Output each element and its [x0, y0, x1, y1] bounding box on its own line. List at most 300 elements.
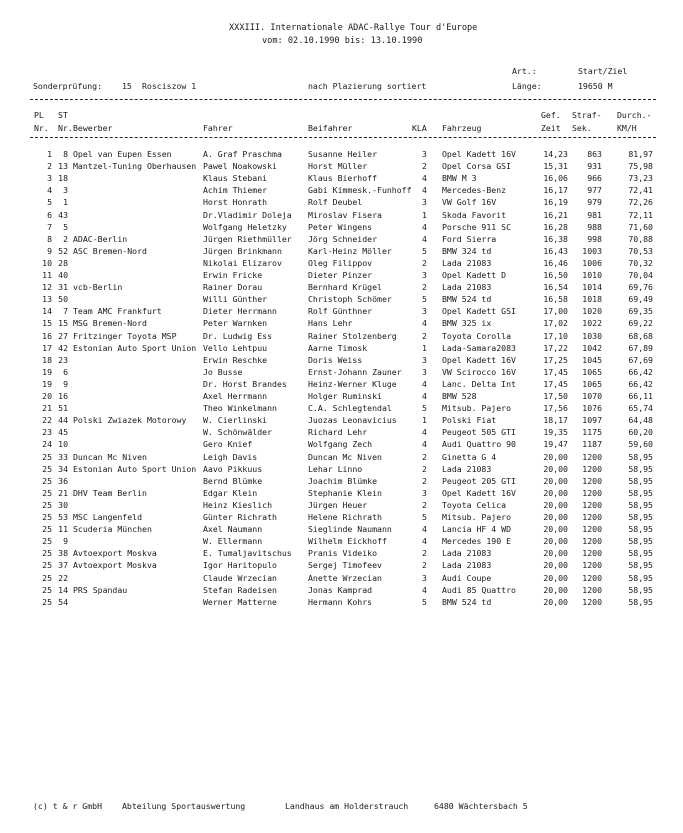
cell-kmh: 65,74 — [628, 403, 653, 414]
cell-sek: 1200 — [582, 572, 602, 583]
cell-fahrer: Peter Warnken — [203, 318, 268, 329]
cell-kla: 4 — [422, 524, 427, 535]
cell-fahrer: Günter Richrath — [203, 512, 277, 522]
cell-pl: 25 — [42, 584, 52, 595]
cell-sek: 1014 — [582, 282, 602, 293]
cell-fahrzeug: Lancia HF 4 WD — [442, 524, 512, 535]
cell-fahrzeug: Opel Kadett 16V — [442, 487, 516, 498]
cell-bewerber: Opel van Eupen Essen — [73, 149, 172, 159]
footer-city: 6480 Wächtersbach 5 — [434, 801, 528, 811]
table-row — [0, 148, 683, 160]
cell-pl: 20 — [42, 391, 52, 401]
cell-sek: 966 — [587, 173, 602, 184]
col-straf-top: Straf- — [572, 110, 602, 120]
cell-fahrer: Igor Haritopulo — [203, 560, 277, 571]
cell-beifahrer: Jörg Schneider — [308, 233, 378, 244]
art-value: Start/Ziel — [578, 66, 628, 76]
cell-zeit: 16,58 — [543, 294, 568, 305]
cell-bewerber: Duncan Mc Niven — [73, 451, 147, 462]
cell-sek: 1200 — [582, 487, 602, 498]
col-fahrer: Fahrer — [203, 123, 233, 133]
cell-kla: 2 — [422, 161, 427, 172]
cell-pl: 25 — [42, 475, 52, 486]
cell-pl: 25 — [42, 536, 52, 547]
cell-st: 51 — [58, 403, 68, 414]
cell-kmh: 69,49 — [628, 294, 653, 305]
cell-st: 11 — [58, 524, 68, 535]
footer-copyright: (c) t & r GmbH — [33, 801, 103, 811]
table-row — [0, 209, 683, 221]
cell-kla: 3 — [422, 306, 427, 317]
table-row — [0, 547, 683, 559]
cell-zeit: 14,23 — [543, 149, 568, 159]
cell-sek: 1200 — [582, 584, 602, 595]
cell-beifahrer: Aarne Timosk — [308, 342, 368, 353]
cell-sek: 1022 — [582, 318, 602, 329]
col-bewerber: Bewerber — [73, 123, 113, 133]
table-row — [0, 402, 683, 414]
cell-kmh: 60,20 — [628, 427, 653, 438]
cell-fahrzeug: Toyota Celica — [442, 499, 507, 510]
col-straf-bottom: Sek. — [572, 123, 592, 133]
cell-pl: 19 — [42, 378, 52, 389]
cell-fahrzeug: Opel Kadett GSI — [442, 306, 516, 317]
cell-sek: 979 — [587, 197, 602, 208]
table-row — [0, 184, 683, 196]
cell-beifahrer: Rolf Deubel — [308, 197, 363, 208]
cell-fahrer: Jo Busse — [203, 366, 243, 377]
cell-beifahrer: C.A. Schlegtendal — [308, 403, 392, 414]
cell-pl: 25 — [42, 596, 52, 607]
cell-fahrer: Aavo Pikkuus — [203, 463, 263, 474]
cell-beifahrer: Oleg Filippov — [308, 257, 373, 268]
cell-kla: 4 — [422, 221, 427, 232]
cell-bewerber: DHV Team Berlin — [73, 487, 147, 498]
cell-beifahrer: Richard Lehr — [308, 427, 368, 438]
cell-beifahrer: Klaus Bierhoff — [308, 173, 378, 184]
cell-fahrzeug: BMW M 3 — [442, 173, 477, 184]
cell-kmh: 58,95 — [628, 524, 653, 535]
table-row — [0, 221, 683, 233]
cell-zeit: 17,50 — [543, 391, 568, 401]
col-durch-top: Durch.- — [617, 110, 652, 120]
cell-kmh: 58,95 — [628, 499, 653, 510]
table-row — [0, 305, 683, 317]
cell-pl: 11 — [42, 270, 52, 280]
length-value: 19650 M — [578, 81, 613, 91]
cell-beifahrer: Dieter Pinzer — [308, 270, 373, 280]
cell-fahrer: W. Schönwälder — [203, 427, 273, 438]
table-row — [0, 499, 683, 511]
cell-kla: 3 — [422, 354, 427, 365]
cell-st: 21 — [58, 487, 68, 498]
cell-beifahrer: Duncan Mc Niven — [308, 451, 382, 462]
table-row — [0, 535, 683, 547]
table-row — [0, 511, 683, 523]
cell-sek: 1200 — [582, 499, 602, 510]
cell-sek: 1030 — [582, 330, 602, 341]
cell-zeit: 17,00 — [543, 306, 568, 317]
cell-kla: 4 — [422, 185, 427, 196]
cell-fahrer: Horst Honrath — [203, 197, 268, 208]
cell-kla: 3 — [422, 487, 427, 498]
cell-fahrer: Nikolai Elizarov — [203, 257, 282, 268]
cell-st: 22 — [58, 572, 68, 583]
table-row — [0, 463, 683, 475]
cell-fahrer: Dieter Herrmann — [203, 306, 277, 317]
cell-fahrzeug: Mitsub. Pajero — [442, 512, 512, 522]
table-row — [0, 487, 683, 499]
cell-fahrzeug: Opel Kadett D — [442, 270, 507, 280]
cell-kmh: 72,11 — [628, 209, 653, 220]
cell-kmh: 66,42 — [628, 378, 653, 389]
cell-kla: 2 — [422, 475, 427, 486]
table-row — [0, 317, 683, 329]
cell-beifahrer: Joachim Blümke — [308, 475, 378, 486]
cell-fahrzeug: Lada 21083 — [442, 463, 492, 474]
cell-beifahrer: Christoph Schömer — [308, 294, 392, 305]
table-row — [0, 160, 683, 172]
cell-fahrzeug: Lada 21083 — [442, 560, 492, 571]
col-gef-bottom: Zeit — [541, 123, 561, 133]
date-range: vom: 02.10.1990 bis: 13.10.1990 — [262, 36, 423, 46]
cell-pl: 25 — [42, 548, 52, 559]
cell-st: 1 — [63, 197, 68, 208]
cell-beifahrer: Peter Wingens — [308, 221, 373, 232]
cell-st: 34 — [58, 463, 68, 474]
cell-kla: 4 — [422, 173, 427, 184]
cell-st: 3 — [63, 185, 68, 196]
cell-beifahrer: Ernst-Johann Zauner — [308, 366, 402, 377]
cell-fahrzeug: BMW 325 ix — [442, 318, 492, 329]
cell-kmh: 58,95 — [628, 536, 653, 547]
cell-st: 38 — [58, 548, 68, 559]
cell-fahrzeug: VW Scirocco 16V — [442, 366, 516, 377]
cell-pl: 15 — [42, 318, 52, 329]
cell-pl: 22 — [42, 415, 52, 426]
cell-st: 37 — [58, 560, 68, 571]
cell-kmh: 66,42 — [628, 366, 653, 377]
cell-fahrer: Dr. Horst Brandes — [203, 378, 287, 389]
cell-kmh: 69,22 — [628, 318, 653, 329]
cell-zeit: 20,00 — [543, 524, 568, 535]
cell-fahrer: Claude Wrzecian — [203, 572, 277, 583]
table-row — [0, 426, 683, 438]
cell-kla: 2 — [422, 257, 427, 268]
cell-fahrzeug: Polski Fiat — [442, 415, 497, 426]
cell-beifahrer: Lehar Linno — [308, 463, 363, 474]
cell-st: 14 — [58, 584, 68, 595]
cell-zeit: 16,54 — [543, 282, 568, 293]
table-row — [0, 342, 683, 354]
cell-st: 33 — [58, 451, 68, 462]
cell-beifahrer: Heinz-Werner Kluge — [308, 378, 397, 389]
cell-zeit: 20,00 — [543, 596, 568, 607]
separator-top — [30, 99, 656, 100]
table-row — [0, 354, 683, 366]
cell-zeit: 17,45 — [543, 366, 568, 377]
cell-fahrer: E. Tumaljavitschus — [203, 548, 292, 559]
cell-kla: 4 — [422, 233, 427, 244]
table-row — [0, 269, 683, 281]
cell-beifahrer: Jürgen Heuer — [308, 499, 368, 510]
table-row — [0, 378, 683, 390]
cell-sek: 1065 — [582, 366, 602, 377]
cell-kla: 3 — [422, 149, 427, 159]
cell-fahrzeug: Opel Corsa GSI — [442, 161, 512, 172]
cell-fahrzeug: Opel Kadett 16V — [442, 149, 516, 159]
cell-st: 50 — [58, 294, 68, 305]
cell-sek: 1045 — [582, 354, 602, 365]
cell-zeit: 20,00 — [543, 512, 568, 522]
cell-bewerber: Polski Zwiazek Motorowy — [73, 415, 187, 426]
cell-kmh: 59,60 — [628, 439, 653, 450]
length-label: Länge: — [512, 81, 542, 91]
cell-pl: 14 — [42, 306, 52, 317]
separator-header — [30, 137, 656, 138]
cell-st: 31 — [58, 282, 68, 293]
cell-sek: 1076 — [582, 403, 602, 414]
cell-bewerber: Estonian Auto Sport Union — [73, 342, 197, 353]
cell-zeit: 20,00 — [543, 536, 568, 547]
cell-sek: 1065 — [582, 378, 602, 389]
cell-kmh: 67,69 — [628, 354, 653, 365]
cell-sek: 1200 — [582, 512, 602, 522]
cell-sek: 1006 — [582, 257, 602, 268]
cell-kmh: 69,35 — [628, 306, 653, 317]
cell-st: 5 — [63, 221, 68, 232]
cell-pl: 12 — [42, 282, 52, 293]
cell-beifahrer: Helene Richrath — [308, 512, 382, 522]
cell-bewerber: vcb-Berlin — [73, 282, 123, 293]
cell-beifahrer: Hans Lehr — [308, 318, 353, 329]
cell-kmh: 81,97 — [628, 149, 653, 159]
cell-fahrer: Wolfgang Heletzky — [203, 221, 287, 232]
cell-kla: 4 — [422, 439, 427, 450]
cell-kla: 5 — [422, 294, 427, 305]
cell-beifahrer: Sergej Timofeev — [308, 560, 382, 571]
cell-bewerber: MSG Bremen-Nord — [73, 318, 147, 329]
table-row — [0, 366, 683, 378]
cell-fahrzeug: Lada 21083 — [442, 257, 492, 268]
cell-fahrzeug: VW Golf 16V — [442, 197, 497, 208]
table-row — [0, 414, 683, 426]
cell-kmh: 58,95 — [628, 572, 653, 583]
cell-st: 13 — [58, 161, 68, 172]
table-row — [0, 257, 683, 269]
cell-kmh: 67,89 — [628, 342, 653, 353]
cell-kmh: 70,53 — [628, 245, 653, 256]
cell-beifahrer: Hermann Kohrs — [308, 596, 373, 607]
cell-kla: 2 — [422, 463, 427, 474]
cell-sek: 1042 — [582, 342, 602, 353]
cell-st: 43 — [58, 209, 68, 220]
cell-st: 7 — [63, 306, 68, 317]
cell-fahrer: Vello Lehtpuu — [203, 342, 268, 353]
cell-pl: 25 — [42, 560, 52, 571]
cell-fahrzeug: Mercedes 190 E — [442, 536, 512, 547]
cell-zeit: 20,00 — [543, 572, 568, 583]
cell-zeit: 16,28 — [543, 221, 568, 232]
cell-sek: 1200 — [582, 536, 602, 547]
stage-name: Rosciszow 1 — [142, 81, 197, 91]
table-row — [0, 233, 683, 245]
cell-pl: 24 — [42, 439, 52, 450]
cell-fahrzeug: BMW 324 td — [442, 245, 492, 256]
table-row — [0, 475, 683, 487]
cell-sek: 1003 — [582, 245, 602, 256]
cell-fahrer: Edgar Klein — [203, 487, 258, 498]
cell-zeit: 20,00 — [543, 560, 568, 571]
cell-fahrzeug: Ginetta G 4 — [442, 451, 497, 462]
cell-bewerber: ASC Bremen-Nord — [73, 245, 147, 256]
table-row — [0, 196, 683, 208]
cell-kmh: 75,98 — [628, 161, 653, 172]
cell-beifahrer: Sieglinde Naumann — [308, 524, 392, 535]
cell-st: 6 — [63, 366, 68, 377]
cell-bewerber: Team AMC Frankfurt — [73, 306, 162, 317]
cell-sek: 1097 — [582, 415, 602, 426]
cell-fahrer: W. Ellermann — [203, 536, 263, 547]
cell-bewerber: Scuderia München — [73, 524, 152, 535]
cell-kla: 3 — [422, 572, 427, 583]
col-fahrzeug: Fahrzeug — [442, 123, 482, 133]
cell-sek: 1200 — [582, 463, 602, 474]
cell-fahrer: Jürgen Brinkmann — [203, 245, 282, 256]
cell-kmh: 58,95 — [628, 548, 653, 559]
cell-st: 53 — [58, 512, 68, 522]
cell-fahrer: Achim Thiemer — [203, 185, 268, 196]
col-st-top: ST — [58, 110, 68, 120]
cell-zeit: 15,31 — [543, 161, 568, 172]
cell-kmh: 70,04 — [628, 270, 653, 280]
cell-zeit: 20,00 — [543, 584, 568, 595]
cell-st: 52 — [58, 245, 68, 256]
cell-st: 23 — [58, 354, 68, 365]
cell-sek: 1020 — [582, 306, 602, 317]
cell-beifahrer: Horst Müller — [308, 161, 368, 172]
cell-fahrzeug: Ford Sierra — [442, 233, 497, 244]
cell-st: 9 — [63, 378, 68, 389]
cell-kla: 2 — [422, 499, 427, 510]
cell-zeit: 17,02 — [543, 318, 568, 329]
cell-st: 2 — [63, 233, 68, 244]
cell-pl: 3 — [47, 173, 52, 184]
cell-fahrer: Theo Winkelmann — [203, 403, 277, 414]
cell-fahrer: W. Cierlinski — [203, 415, 268, 426]
cell-pl: 17 — [42, 342, 52, 353]
cell-kla: 1 — [422, 415, 427, 426]
cell-kla: 3 — [422, 197, 427, 208]
cell-fahrzeug: BMW 524 td — [442, 294, 492, 305]
cell-zeit: 20,00 — [543, 487, 568, 498]
cell-kmh: 58,95 — [628, 463, 653, 474]
cell-kmh: 68,68 — [628, 330, 653, 341]
cell-bewerber: Fritzinger Toyota MSP — [73, 330, 177, 341]
cell-st: 9 — [63, 536, 68, 547]
cell-pl: 1 — [47, 149, 52, 159]
cell-pl: 19 — [42, 366, 52, 377]
cell-fahrzeug: Porsche 911 SC — [442, 221, 512, 232]
cell-kmh: 58,95 — [628, 584, 653, 595]
cell-st: 42 — [58, 342, 68, 353]
cell-kla: 4 — [422, 427, 427, 438]
cell-zeit: 19,47 — [543, 439, 568, 450]
cell-sek: 1175 — [582, 427, 602, 438]
cell-kmh: 58,95 — [628, 512, 653, 522]
cell-pl: 25 — [42, 572, 52, 583]
cell-kla: 1 — [422, 342, 427, 353]
cell-sek: 977 — [587, 185, 602, 196]
cell-kmh: 72,26 — [628, 197, 653, 208]
cell-fahrer: Heinz Kieslich — [203, 499, 273, 510]
cell-zeit: 20,00 — [543, 451, 568, 462]
cell-kla: 2 — [422, 548, 427, 559]
cell-beifahrer: Gabi Kimmesk.-Funhoff — [308, 185, 412, 196]
cell-pl: 5 — [47, 197, 52, 208]
cell-kla: 4 — [422, 536, 427, 547]
cell-zeit: 17,22 — [543, 342, 568, 353]
cell-st: 36 — [58, 475, 68, 486]
cell-fahrer: Willi Günther — [203, 294, 268, 305]
cell-st: 27 — [58, 330, 68, 341]
cell-sek: 863 — [587, 149, 602, 159]
cell-sek: 1200 — [582, 475, 602, 486]
footer-department: Abteilung Sportauswertung — [122, 801, 246, 811]
cell-st: 18 — [58, 173, 68, 184]
cell-pl: 23 — [42, 427, 52, 438]
cell-kla: 5 — [422, 403, 427, 414]
cell-fahrzeug: Audi Coupe — [442, 572, 492, 583]
cell-pl: 25 — [42, 451, 52, 462]
cell-st: 30 — [58, 499, 68, 510]
cell-sek: 1200 — [582, 524, 602, 535]
cell-bewerber: Avtoexport Moskva — [73, 548, 157, 559]
cell-kmh: 70,88 — [628, 233, 653, 244]
cell-pl: 4 — [47, 185, 52, 196]
stage-label: Sonderprüfung: — [33, 81, 103, 91]
cell-beifahrer: Stephanie Klein — [308, 487, 382, 498]
cell-kla: 4 — [422, 318, 427, 329]
cell-zeit: 20,00 — [543, 463, 568, 474]
cell-sek: 1200 — [582, 548, 602, 559]
cell-kmh: 58,95 — [628, 475, 653, 486]
cell-fahrzeug: Mercedes-Benz — [442, 185, 507, 196]
table-row — [0, 559, 683, 571]
cell-fahrzeug: Skoda Favorit — [442, 209, 507, 220]
cell-st: 44 — [58, 415, 68, 426]
cell-pl: 8 — [47, 233, 52, 244]
cell-sek: 1187 — [582, 439, 602, 450]
cell-kmh: 58,95 — [628, 560, 653, 571]
cell-zeit: 19,35 — [543, 427, 568, 438]
cell-beifahrer: Karl-Heinz Möller — [308, 245, 392, 256]
cell-kla: 3 — [422, 366, 427, 377]
cell-kla: 2 — [422, 560, 427, 571]
table-row — [0, 293, 683, 305]
cell-sek: 981 — [587, 209, 602, 220]
table-row — [0, 438, 683, 450]
table-row — [0, 330, 683, 342]
cell-pl: 7 — [47, 221, 52, 232]
cell-kla: 5 — [422, 512, 427, 522]
cell-kla: 4 — [422, 378, 427, 389]
cell-st: 28 — [58, 257, 68, 268]
cell-kmh: 58,95 — [628, 451, 653, 462]
art-label: Art.: — [512, 66, 537, 76]
cell-pl: 2 — [47, 161, 52, 172]
cell-kla: 4 — [422, 391, 427, 401]
